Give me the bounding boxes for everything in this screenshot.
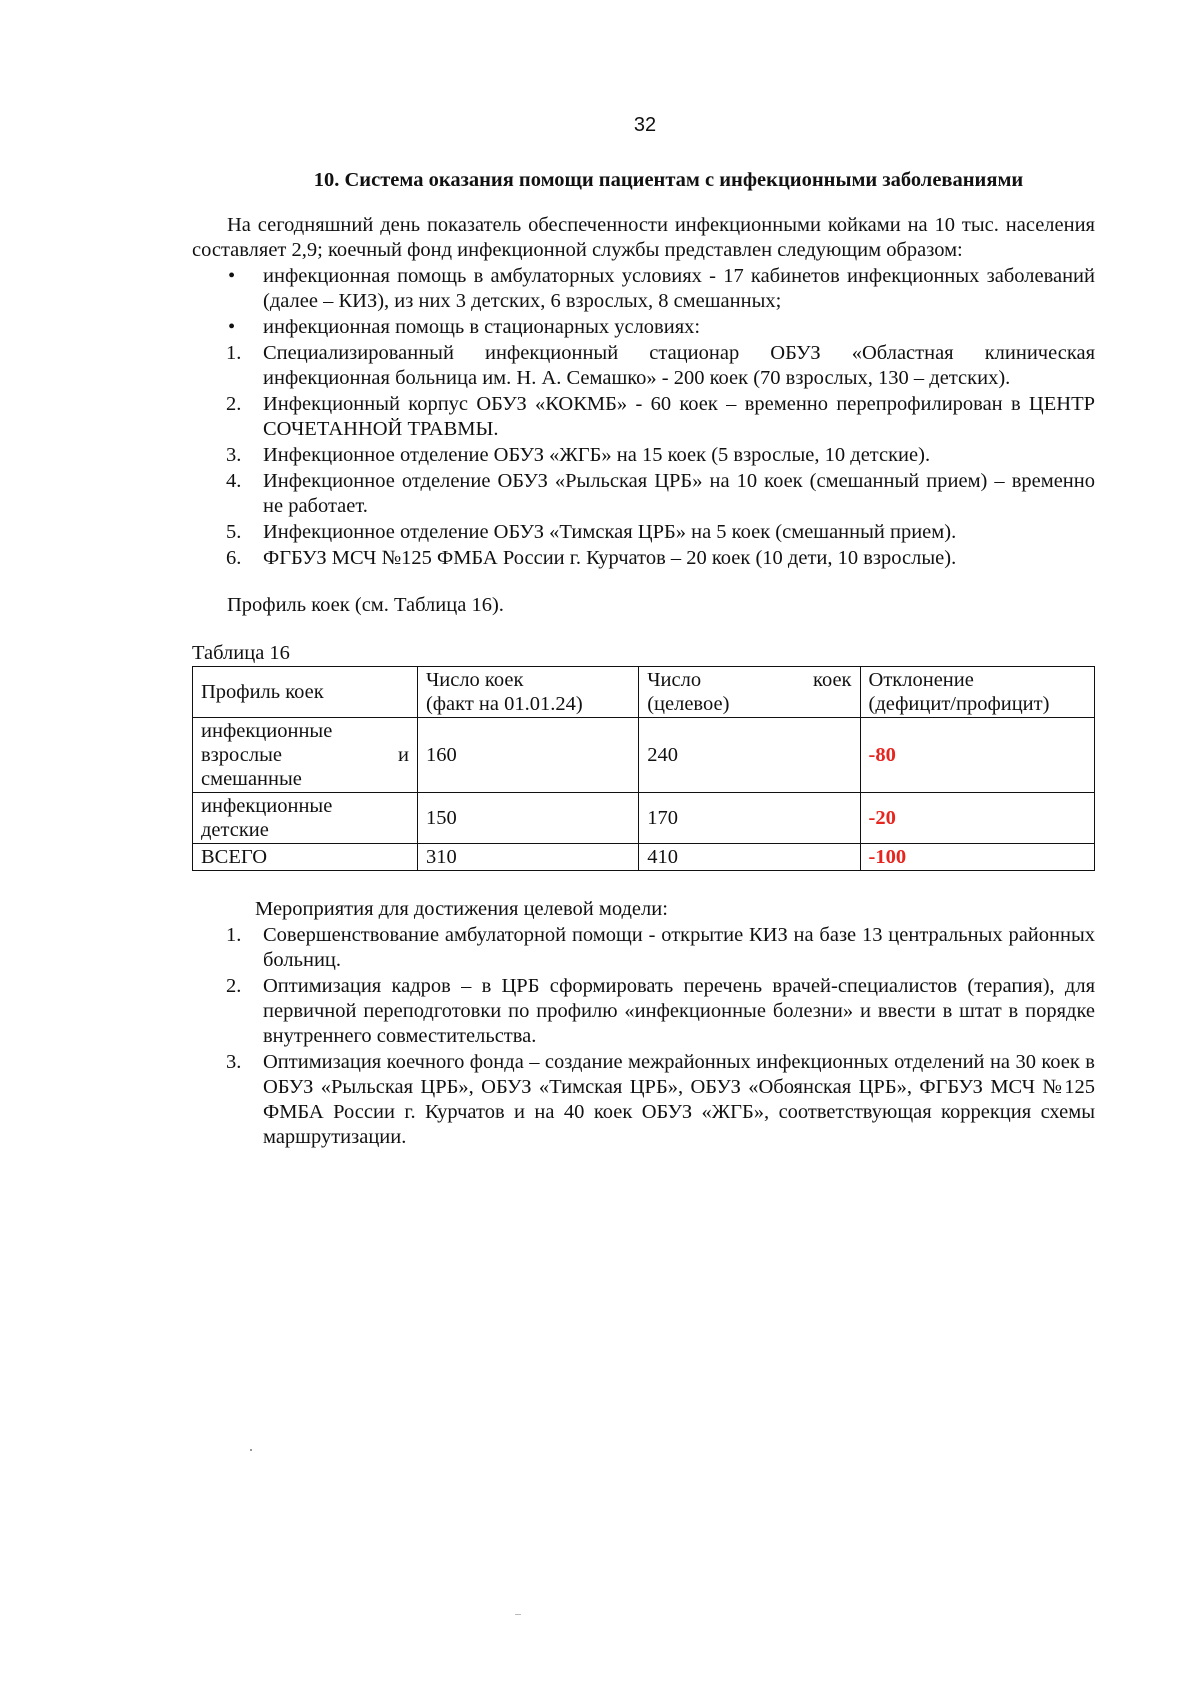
list-item-number: 1. (226, 342, 242, 364)
list-item (192, 546, 1095, 571)
inpatient-facility-list (192, 341, 1095, 571)
header-cell-fact (417, 667, 638, 718)
document-content (192, 168, 1095, 1151)
list-item-number: 1. (226, 924, 242, 946)
list-item (192, 341, 1095, 391)
cell-fact: 150 (417, 793, 638, 844)
cell-profile (193, 793, 418, 844)
list-item-text: Оптимизация кадров – в ЦРБ сформировать перечень врачей-специалистов (терапия), для первичной переподготовки по профилю «инфекционные болезни» и ввести в штат в порядке внутреннего совместительства. (263, 975, 1095, 1047)
header-line: Число коек (425, 669, 524, 691)
list-item (192, 443, 1095, 468)
header-cell-profile: Профиль коек (193, 667, 418, 718)
cell-deviation: -20 (860, 793, 1094, 844)
bullet-icon: • (228, 265, 236, 287)
list-item (192, 1050, 1095, 1150)
care-type-list (192, 264, 1095, 340)
table-row-total (193, 844, 1095, 871)
cell-line: смешанные (201, 768, 302, 790)
list-item-text: ФГБУЗ МСЧ №125 ФМБА России г. Курчатов – 20 коек (10 дети, 10 взрослые). (263, 547, 957, 569)
header-line: Отклонение (868, 669, 974, 691)
list-item-text: Инфекционное отделение ОБУЗ «Рыльская ЦРБ» на 10 коек (смешанный прием) – временно не работает. (263, 470, 1095, 517)
header-cell-deviation (860, 667, 1094, 718)
header-line: (целевое) (647, 693, 730, 715)
list-item-text: Инфекционное отделение ОБУЗ «Тимская ЦРБ» на 5 коек (смешанный прием). (263, 521, 957, 543)
list-item-text: Инфекционный корпус ОБУЗ «КОКМБ» - 60 коек – временно перепрофилирован в ЦЕНТР СОЧЕТАННОЙ ТРАВМЫ. (263, 393, 1095, 440)
cell-target: 170 (639, 793, 860, 844)
cell-profile (193, 718, 418, 793)
list-item-number: 2. (226, 393, 242, 415)
cell-fact: 310 (417, 844, 638, 871)
intro-paragraph: На сегодняшний день показатель обеспеченности инфекционными койками на 10 тыс. населения составляет 2,9; коечный фонд инфекционной службы представлен следующим образом: (192, 214, 1095, 261)
cell-target: 410 (639, 844, 860, 871)
list-item (192, 392, 1095, 442)
list-item (192, 520, 1095, 545)
bed-profile-table (192, 666, 1095, 871)
cell-deviation: -100 (860, 844, 1094, 871)
list-item (192, 264, 1095, 314)
cell-target: 240 (639, 718, 860, 793)
list-item (192, 923, 1095, 973)
scan-speck (250, 1449, 252, 1451)
list-item-number: 3. (226, 1051, 242, 1073)
cell-profile: ВСЕГО (193, 844, 418, 871)
header-line: (дефицит/профицит) (868, 693, 1050, 715)
cell-line: инфекционные (201, 720, 333, 742)
list-item (192, 469, 1095, 519)
table-header-row (193, 667, 1095, 718)
header-cell-target (639, 667, 860, 718)
scan-speck (515, 1614, 521, 1615)
list-item-text: инфекционная помощь в стационарных условиях: (263, 316, 701, 338)
header-line: (факт на 01.01.24) (425, 693, 583, 715)
list-item-number: 4. (226, 470, 242, 492)
list-item-text: Инфекционное отделение ОБУЗ «ЖГБ» на 15 коек (5 взрослые, 10 детские). (263, 444, 931, 466)
measures-intro: Мероприятия для достижения целевой модели: (255, 898, 668, 920)
cell-line: взрослые и (201, 744, 409, 766)
header-line: Число коек (647, 669, 852, 691)
table-row (193, 718, 1095, 793)
list-item (192, 974, 1095, 1049)
bullet-icon: • (228, 316, 236, 338)
list-item-number: 6. (226, 547, 242, 569)
table-row (193, 793, 1095, 844)
list-item-text: Специализированный инфекционный стационар ОБУЗ «Областная клиническая инфекционная больница им. Н. А. Семашко» - 200 коек (70 взрослых, 130 – детских). (263, 342, 1095, 389)
profile-reference: Профиль коек (см. Таблица 16). (227, 594, 504, 616)
cell-deviation: -80 (860, 718, 1094, 793)
measures-list (192, 923, 1095, 1150)
section-heading: 10. Система оказания помощи пациентам с инфекционными заболеваниями (313, 169, 1024, 191)
list-item-number: 3. (226, 444, 242, 466)
list-item-number: 2. (226, 975, 242, 997)
cell-line: инфекционные (201, 795, 333, 817)
list-item (192, 315, 1095, 340)
list-item-text: Совершенствование амбулаторной помощи - открытие КИЗ на базе 13 центральных районных больниц. (263, 924, 1095, 971)
page-number: 32 (633, 114, 657, 136)
list-item-number: 5. (226, 521, 242, 543)
cell-line: детские (201, 819, 269, 841)
table-caption: Таблица 16 (192, 642, 290, 664)
cell-fact: 160 (417, 718, 638, 793)
list-item-text: инфекционная помощь в амбулаторных условиях - 17 кабинетов инфекционных заболеваний (далее – КИЗ), из них 3 детских, 6 взрослых, 8 смешанных; (263, 265, 1095, 312)
list-item-text: Оптимизация коечного фонда – создание межрайонных инфекционных отделений на 30 коек в ОБУЗ «Рыльская ЦРБ», ОБУЗ «Тимская ЦРБ», ОБУЗ «Обоянская ЦРБ», ФГБУЗ МСЧ №125 ФМБА России г. Курчатов и на 40 коек ОБУЗ «ЖГБ», соответствующая коррекция схемы маршрутизации. (263, 1051, 1095, 1148)
